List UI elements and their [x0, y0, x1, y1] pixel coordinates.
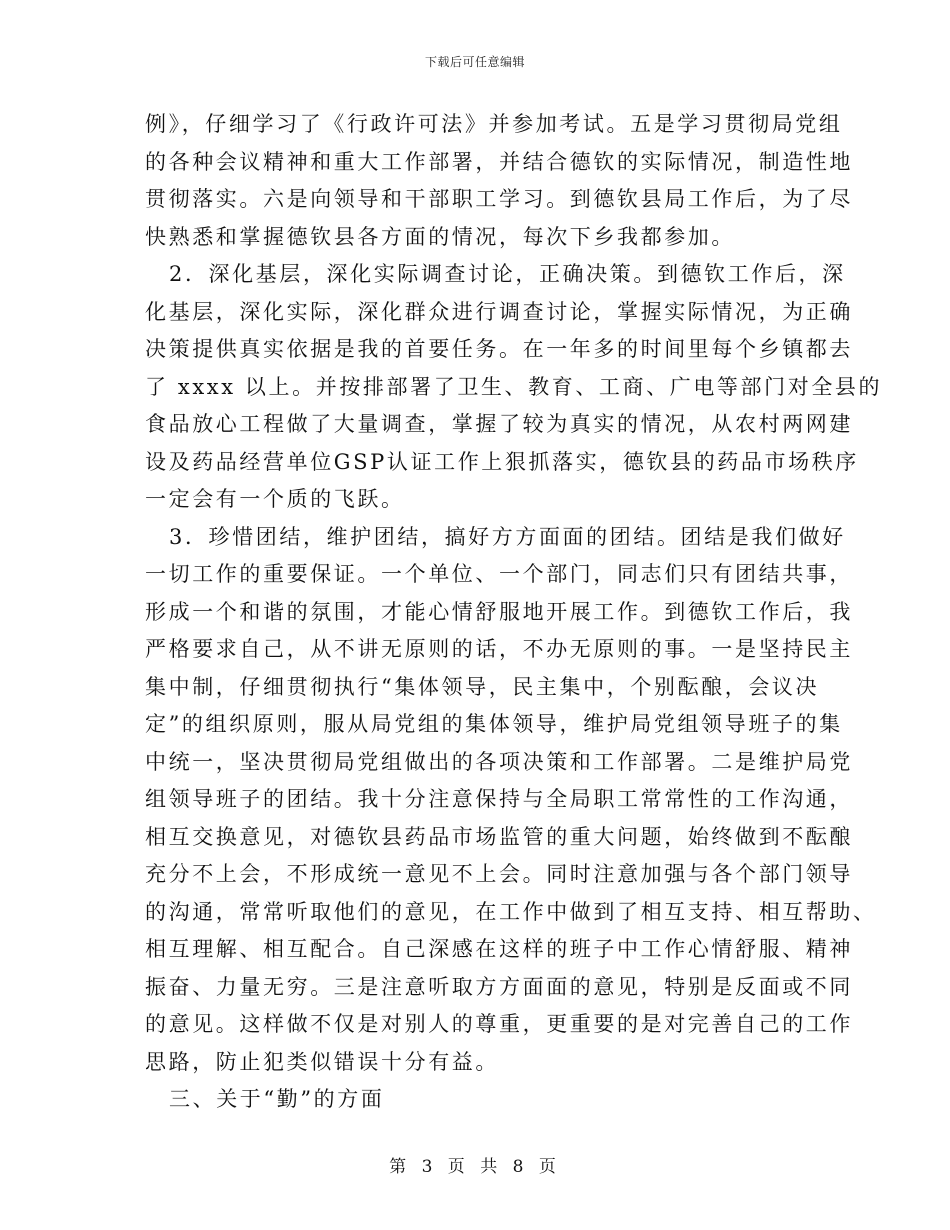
- body-line: 贯彻落实。六是向领导和干部职工学习。到德钦县局工作后，为了尽: [145, 187, 853, 211]
- body-line: 中统一，坚决贯彻局党组做出的各项决策和工作部署。二是维护局党: [145, 749, 853, 774]
- body-line: 决策提供真实依据是我的首要任务。在一年多的时间里每个乡镇都去: [145, 337, 853, 361]
- body-line: 振奋、力量无穷。三是注意听取方方面面的意见，特别是反面或不同: [145, 974, 853, 999]
- body-line: 思路，防止犯类似错误十分有益。: [145, 1049, 499, 1074]
- body-line: 化基层，深化实际，深化群众进行调查讨论，掌握实际情况，为正确: [145, 299, 853, 324]
- body-line: 定”的组织原则，服从局党组的集体领导，维护局党组领导班子的集: [145, 712, 843, 736]
- document-body: [145, 106, 883, 1119]
- body-line: 严格要求自己，从不讲无原则的话，不办无原则的事。一是坚持民主: [145, 637, 853, 661]
- paragraph-start-line: 3．珍惜团结，维护团结，搞好方方面面的团结。团结是我们做好: [169, 524, 846, 549]
- page-header: 下载后可任意编辑: [424, 55, 525, 69]
- body-line: 充分不上会，不形成统一意见不上会。同时注意加强与各个部门领导: [145, 862, 853, 886]
- page-number: 第 3 页 共 8 页: [389, 1157, 561, 1177]
- body-line: 的沟通，常常听取他们的意见，在工作中做到了相互支持、相互帮助、: [145, 899, 877, 924]
- section-heading: 三、关于“勤”的方面: [169, 1087, 385, 1111]
- body-line: 快熟悉和掌握德钦县各方面的情况，每次下乡我都参加。: [145, 224, 735, 249]
- body-line: 相互理解、相互配合。自己深感在这样的班子中工作心情舒服、精神: [145, 937, 853, 961]
- body-line: 食品放心工程做了大量调查，掌握了较为真实的情况，从农村两网建: [145, 412, 853, 436]
- body-line: 相互交换意见，对德钦县药品市场监管的重大问题，始终做到不酝酿: [145, 824, 853, 849]
- body-line: 集中制，仔细贯彻执行“集体领导，民主集中，个别酝酿，会议决: [145, 674, 820, 699]
- body-line: 了 xxxx 以上。并按排部署了卫生、教育、工商、广电等部门对全县的: [145, 374, 883, 399]
- body-line: 的意见。这样做不仅是对别人的尊重，更重要的是对完善自己的工作: [145, 1012, 853, 1036]
- body-line: 设及药品经营单位GSP认证工作上狠抓落实，德钦县的药品市场秩序: [145, 449, 859, 474]
- body-line: 一定会有一个质的飞跃。: [145, 487, 405, 511]
- body-line: 的各种会议精神和重大工作部署，并结合德钦的实际情况，制造性地: [145, 149, 853, 174]
- body-line: 组领导班子的团结。我十分注意保持与全局职工常常性的工作沟通，: [145, 787, 853, 811]
- paragraph-start-line: 2．深化基层，深化实际调查讨论，正确决策。到德钦工作后，深: [169, 262, 846, 286]
- body-line: 形成一个和谐的氛围，才能心情舒服地开展工作。到德钦工作后，我: [145, 599, 853, 624]
- body-line: 例》，仔细学习了《行政许可法》并参加考试。五是学习贯彻局党组: [145, 112, 843, 136]
- body-line: 一切工作的重要保证。一个单位、一个部门，同志们只有团结共事，: [145, 562, 853, 586]
